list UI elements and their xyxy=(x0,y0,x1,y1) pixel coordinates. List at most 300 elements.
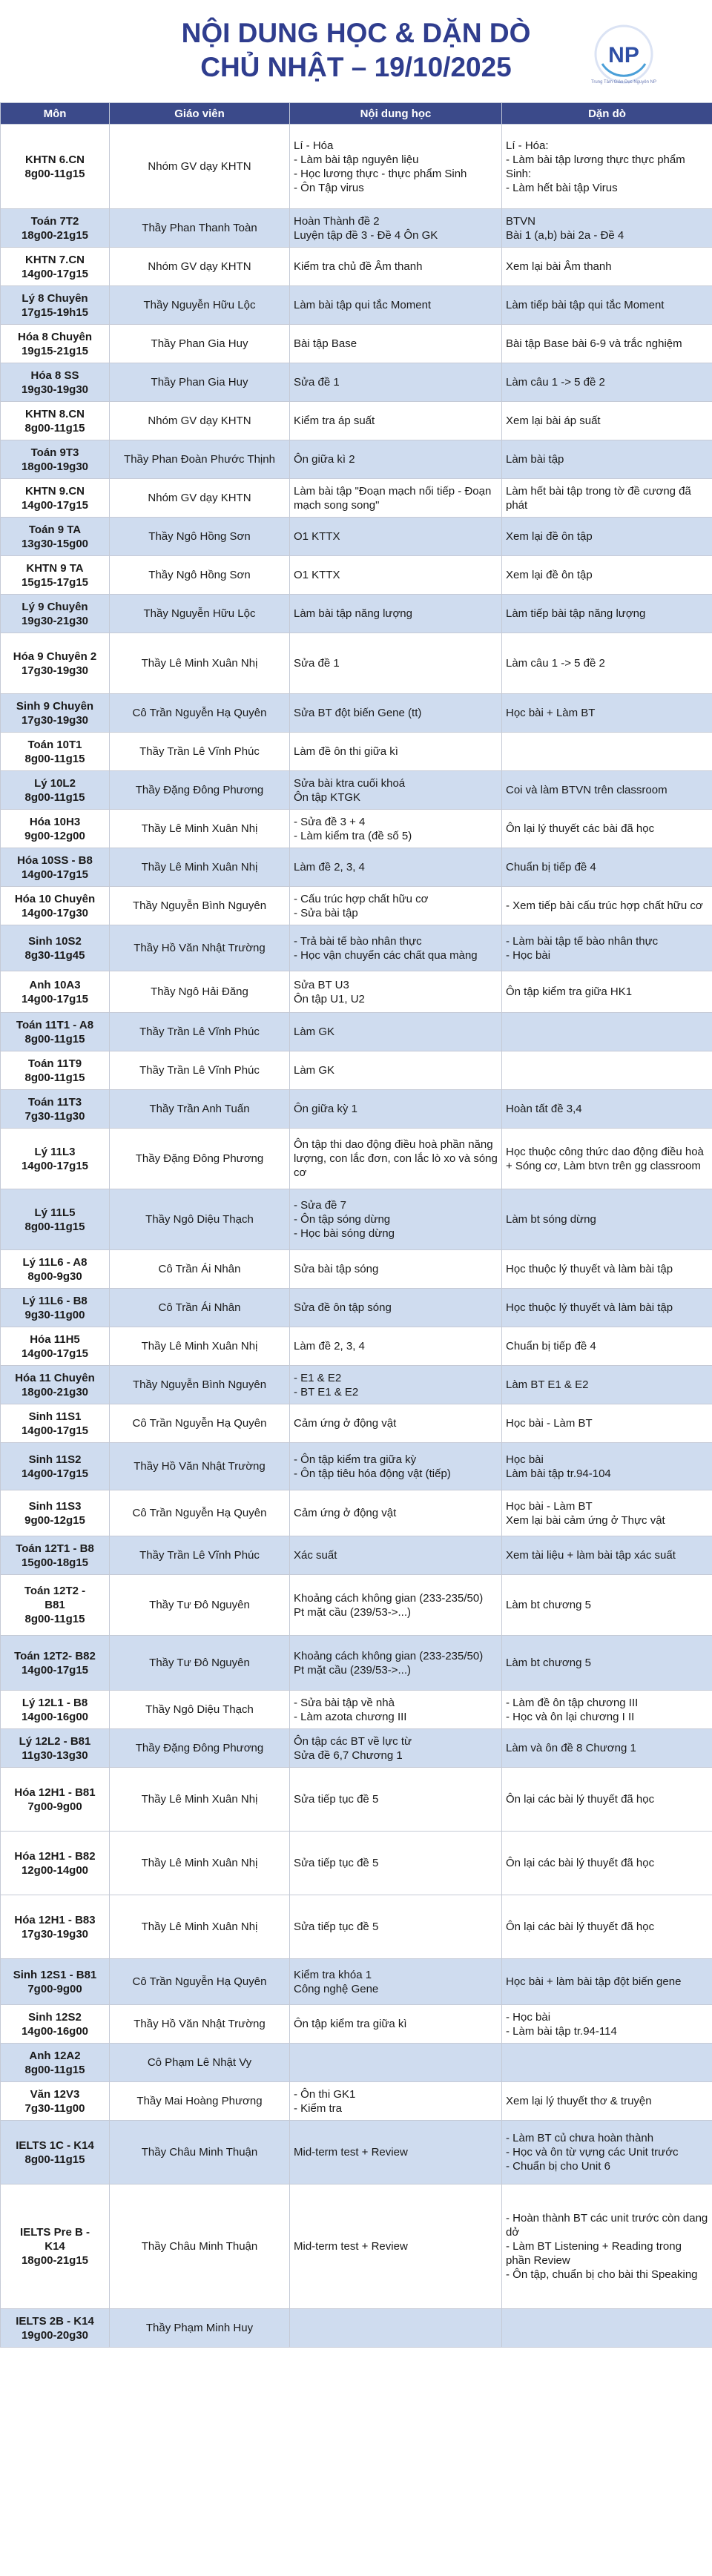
content-cell xyxy=(290,1536,502,1575)
subject-cell-line: 14g00-17g15 xyxy=(21,1467,89,1480)
teacher-cell: Thầy Lê Minh Xuân Nhị xyxy=(110,1327,290,1366)
table-row xyxy=(1,518,712,556)
homework-cell-line: BTVN xyxy=(506,214,536,228)
subject-cell-line: Hóa 12H1 - B82 xyxy=(14,1849,96,1863)
content-cell-line: Công nghệ Gene xyxy=(294,1982,379,1995)
table-row xyxy=(1,286,712,325)
teacher-cell: Thầy Nguyễn Hữu Lộc xyxy=(110,595,290,633)
homework-cell-line: Xem lại đề ôn tập xyxy=(506,569,593,581)
subject-cell-line: Toán 12T2 - xyxy=(24,1585,86,1597)
content-cell-line: Làm GK xyxy=(294,1026,335,1038)
content-cell xyxy=(290,1250,502,1289)
table-row xyxy=(1,2309,712,2348)
teacher-cell: Thầy Lê Minh Xuân Nhị xyxy=(110,633,290,694)
subject-cell-line: 14g00-17g15 xyxy=(21,1663,89,1677)
subject-cell-line: 14g00-16g00 xyxy=(21,2024,89,2038)
homework-cell-line: - Học bài xyxy=(506,948,551,962)
content-cell-line: Ôn giữa kì 2 xyxy=(294,453,355,466)
homework-cell-line: Xem lại bài áp suất xyxy=(506,415,601,427)
homework-cell xyxy=(502,1729,712,1768)
subject-cell-line: Lý 12L1 - B8 xyxy=(22,1696,88,1709)
teacher-cell: Thầy Ngô Hải Đăng xyxy=(110,971,290,1013)
content-cell-line: O1 KTTX xyxy=(294,530,340,543)
table-row xyxy=(1,479,712,518)
content-cell-line: Lí - Hóa xyxy=(294,139,334,152)
homework-cell xyxy=(502,1013,712,1051)
content-cell xyxy=(290,887,502,925)
homework-cell xyxy=(502,518,712,556)
table-row xyxy=(1,925,712,971)
homework-cell-line: - Làm đề ôn tập chương III xyxy=(506,1696,639,1709)
homework-cell xyxy=(502,2005,712,2044)
homework-cell-line: - Làm bài tập tr.94-114 xyxy=(506,2024,617,2038)
homework-cell-line: - Chuẩn bị cho Unit 6 xyxy=(506,2160,610,2173)
teacher-cell: Cô Trần Nguyễn Hạ Quyên xyxy=(110,694,290,733)
content-cell-line: Ôn tập U1, U2 xyxy=(294,992,365,1005)
homework-cell xyxy=(502,1090,712,1129)
content-cell-line: - Học vận chuyển các chất qua màng xyxy=(294,948,478,962)
subject-cell-line: Hóa 10SS - B8 xyxy=(17,853,93,867)
subject-cell-line: KHTN 6.CN xyxy=(24,153,85,166)
subject-cell-line: 14g00-17g15 xyxy=(21,1347,89,1360)
homework-cell-line: Làm bt chương 5 xyxy=(506,1657,591,1669)
subject-cell-line: 8g00-11g15 xyxy=(24,421,85,435)
table-row xyxy=(1,971,712,1013)
subject-cell-line: Hóa 10H3 xyxy=(29,815,81,828)
subject-cell xyxy=(1,733,110,771)
content-cell-line: Ôn tập các BT về lực từ xyxy=(294,1734,412,1748)
subject-cell xyxy=(1,248,110,286)
content-cell-line: - Ôn tập kiểm tra giữa kỳ xyxy=(294,1453,417,1466)
subject-cell-line: Lý 11L6 - A8 xyxy=(22,1255,88,1269)
homework-cell-line: Sinh: xyxy=(506,167,532,180)
homework-cell-line: Làm câu 1 -> 5 đề 2 xyxy=(506,657,605,670)
homework-cell xyxy=(502,633,712,694)
homework-cell xyxy=(502,887,712,925)
subject-cell-line: Lý 9 Chuyên xyxy=(22,600,88,613)
subject-cell-line: 14g00-17g15 xyxy=(21,868,89,881)
homework-cell xyxy=(502,1289,712,1327)
subject-cell-line: 17g15-19h15 xyxy=(21,306,89,319)
content-cell xyxy=(290,518,502,556)
homework-cell-line: Chuẩn bị tiếp đề 4 xyxy=(506,861,596,873)
homework-cell-line: Học bài - Làm BT xyxy=(506,1417,593,1430)
teacher-cell: Cô Trần Nguyễn Hạ Quyên xyxy=(110,1404,290,1443)
teacher-cell: Cô Trần Nguyễn Hạ Quyên xyxy=(110,1490,290,1536)
subject-cell-line: 8g00-11g15 xyxy=(24,2063,85,2076)
subject-cell-line: 8g00-11g15 xyxy=(24,167,85,180)
table-row xyxy=(1,633,712,694)
content-cell-line: Làm đề 2, 3, 4 xyxy=(294,861,365,873)
content-cell xyxy=(290,1490,502,1536)
subject-cell xyxy=(1,1443,110,1490)
subject-cell xyxy=(1,810,110,848)
subject-cell-line: Sinh 10S2 xyxy=(28,934,82,948)
subject-cell xyxy=(1,2121,110,2184)
homework-cell xyxy=(502,1327,712,1366)
logo-caption: Trung Tâm Giáo Dục Nguyên NP xyxy=(590,80,657,85)
subject-cell xyxy=(1,887,110,925)
table-row xyxy=(1,248,712,286)
teacher-cell: Thầy Đặng Đông Phương xyxy=(110,771,290,810)
homework-cell xyxy=(502,363,712,402)
content-cell xyxy=(290,1832,502,1895)
subject-cell-line: 13g30-15g00 xyxy=(21,537,89,550)
subject-cell xyxy=(1,1051,110,1090)
subject-cell xyxy=(1,1895,110,1959)
subject-cell-line: KHTN 9.CN xyxy=(24,484,85,498)
table-row xyxy=(1,1536,712,1575)
subject-cell xyxy=(1,1636,110,1691)
teacher-cell: Thầy Hồ Văn Nhật Trường xyxy=(110,925,290,971)
homework-cell-line: Học thuộc công thức dao động điều hoà + Sóng cơ, Làm btvn trên gg classroom xyxy=(506,1145,704,1172)
subject-cell-line: 19g15-21g15 xyxy=(21,344,89,357)
content-cell-line: - Học bài sóng dừng xyxy=(294,1227,395,1240)
teacher-cell: Thầy Trần Anh Tuấn xyxy=(110,1090,290,1129)
content-cell-line: Làm bài tập "Đoạn mạch nối tiếp - Đoạn mạch song song" xyxy=(294,484,492,512)
subject-cell-line: Lý 11L6 - B8 xyxy=(22,1294,88,1307)
homework-cell xyxy=(502,694,712,733)
subject-cell xyxy=(1,1575,110,1636)
content-cell xyxy=(290,733,502,771)
content-cell xyxy=(290,286,502,325)
subject-cell-line: Hóa 10 Chuyên xyxy=(14,892,96,905)
schedule-table xyxy=(0,102,712,2348)
content-cell-line: Kiểm tra khóa 1 xyxy=(294,1968,372,1981)
subject-cell-line: 18g00-19g30 xyxy=(21,460,89,473)
teacher-cell: Cô Trần Ái Nhân xyxy=(110,1250,290,1289)
subject-cell-line: 18g00-21g15 xyxy=(21,2254,89,2267)
subject-cell-line: Hóa 9 Chuyên 2 xyxy=(13,650,97,663)
subject-cell-line: Sinh 11S2 xyxy=(28,1453,82,1466)
homework-cell xyxy=(502,1832,712,1895)
table-row xyxy=(1,1895,712,1959)
subject-cell-line: Anh 10A3 xyxy=(29,978,81,991)
homework-cell-line: - Học bài xyxy=(506,2010,551,2024)
column-header-dan-do: Dặn dò xyxy=(502,103,712,125)
content-cell-line: Sửa BT đột biến Gene (tt) xyxy=(294,707,422,719)
content-cell-line: Sửa đề 1 xyxy=(294,657,340,670)
subject-cell xyxy=(1,1536,110,1575)
subject-cell-line: 8g00-11g15 xyxy=(24,1220,85,1233)
teacher-cell: Thầy Nguyễn Bình Nguyên xyxy=(110,887,290,925)
content-cell xyxy=(290,810,502,848)
teacher-cell: Thầy Tư Đô Nguyên xyxy=(110,1636,290,1691)
subject-cell xyxy=(1,694,110,733)
content-cell xyxy=(290,1090,502,1129)
homework-cell-line: Xem lại bài Âm thanh xyxy=(506,260,612,273)
content-cell xyxy=(290,1895,502,1959)
content-cell-line: Xác suất xyxy=(294,1549,337,1562)
content-cell xyxy=(290,1189,502,1250)
subject-cell-line: KHTN 7.CN xyxy=(24,253,85,266)
homework-cell-line: Xem tài liệu + làm bài tập xác suất xyxy=(506,1549,676,1562)
teacher-cell: Nhóm GV dạy KHTN xyxy=(110,125,290,209)
column-header-mon: Môn xyxy=(1,103,110,125)
homework-cell-line: Làm tiếp bài tập qui tắc Moment xyxy=(506,299,665,311)
subject-cell-line: Hóa 8 SS xyxy=(30,369,79,382)
subject-cell xyxy=(1,1404,110,1443)
table-row xyxy=(1,1832,712,1895)
content-cell-line: Cảm ứng ở động vật xyxy=(294,1507,397,1519)
subject-cell-line: Sinh 12S1 - B81 xyxy=(13,1968,97,1981)
content-cell-line: - Sửa đề 7 xyxy=(294,1199,346,1212)
homework-cell xyxy=(502,1536,712,1575)
subject-cell-line: 9g00-12g00 xyxy=(24,829,85,842)
table-row xyxy=(1,848,712,887)
homework-cell-line: Làm BT E1 & E2 xyxy=(506,1378,589,1391)
subject-cell-line: Văn 12V3 xyxy=(30,2087,80,2101)
content-cell xyxy=(290,2082,502,2121)
subject-cell xyxy=(1,1959,110,2005)
title-line-1: NỘI DUNG HỌC & DẶN DÒ xyxy=(181,18,531,48)
content-cell-line: Sửa đề 1 xyxy=(294,376,340,389)
homework-cell xyxy=(502,248,712,286)
content-cell xyxy=(290,2044,502,2082)
subject-cell-line: 19g30-21g30 xyxy=(21,614,89,627)
content-cell-line: - E1 & E2 xyxy=(294,1371,342,1384)
homework-cell xyxy=(502,1768,712,1832)
table-row xyxy=(1,1327,712,1366)
subject-cell-line: 18g00-21g30 xyxy=(21,1385,89,1398)
content-cell xyxy=(290,125,502,209)
subject-cell xyxy=(1,479,110,518)
subject-cell-line: 14g00-16g00 xyxy=(21,1710,89,1723)
subject-cell-line: Toán 12T1 - B8 xyxy=(16,1542,94,1555)
subject-cell-line: KHTN 9 TA xyxy=(26,561,84,575)
homework-cell-line: Học bài xyxy=(506,1453,544,1466)
teacher-cell: Thầy Trần Lê Vĩnh Phúc xyxy=(110,733,290,771)
content-cell-line: - Làm kiểm tra (đề số 5) xyxy=(294,829,412,842)
subject-cell-line: 8g00-11g15 xyxy=(24,752,85,765)
table-row xyxy=(1,887,712,925)
teacher-cell: Thầy Phan Gia Huy xyxy=(110,325,290,363)
content-cell-line: - Ôn tập sóng dừng xyxy=(294,1213,391,1226)
content-cell-line: Làm bài tập qui tắc Moment xyxy=(294,299,432,311)
homework-cell xyxy=(502,209,712,248)
content-cell xyxy=(290,2005,502,2044)
subject-cell-line: 14g00-17g15 xyxy=(21,1159,89,1172)
subject-cell-line: 11g30-13g30 xyxy=(22,1748,88,1762)
teacher-cell: Thầy Lê Minh Xuân Nhị xyxy=(110,1768,290,1832)
teacher-cell: Thầy Mai Hoàng Phương xyxy=(110,2082,290,2121)
homework-cell xyxy=(502,595,712,633)
teacher-cell: Thầy Hồ Văn Nhật Trường xyxy=(110,2005,290,2044)
column-header-giao-vien: Giáo viên xyxy=(110,103,290,125)
subject-cell-line: 8g00-9g30 xyxy=(27,1269,82,1283)
subject-cell-line: K14 xyxy=(44,2240,65,2253)
content-cell xyxy=(290,1768,502,1832)
content-cell-line: Ôn tập kiểm tra giữa kì xyxy=(294,2018,407,2030)
homework-cell xyxy=(502,1366,712,1404)
subject-cell-line: Toán 11T9 xyxy=(27,1057,82,1070)
subject-cell xyxy=(1,925,110,971)
table-header-row xyxy=(1,103,712,125)
subject-cell-line: Toán 12T2- B82 xyxy=(14,1649,96,1662)
subject-cell xyxy=(1,286,110,325)
subject-cell-line: 17g30-19g30 xyxy=(21,664,89,677)
subject-cell-line: Hóa 11H5 xyxy=(30,1332,80,1346)
subject-cell xyxy=(1,1768,110,1832)
content-cell xyxy=(290,1289,502,1327)
subject-cell-line: 7g30-11g00 xyxy=(24,2101,85,2115)
homework-cell xyxy=(502,2044,712,2082)
content-cell xyxy=(290,363,502,402)
table-row xyxy=(1,1289,712,1327)
table-row xyxy=(1,1013,712,1051)
content-cell xyxy=(290,1404,502,1443)
teacher-cell: Thầy Phan Gia Huy xyxy=(110,363,290,402)
subject-cell-line: Anh 12A2 xyxy=(29,2049,81,2062)
homework-cell-line: Ôn lại các bài lý thuyết đã học xyxy=(506,1921,655,1933)
content-cell xyxy=(290,971,502,1013)
homework-cell xyxy=(502,479,712,518)
content-cell-line: Ôn giữa kỳ 1 xyxy=(294,1103,357,1115)
homework-cell-line: Xem lại đề ôn tập xyxy=(506,530,593,543)
teacher-cell: Thầy Lê Minh Xuân Nhị xyxy=(110,848,290,887)
subject-cell-line: 14g00-17g30 xyxy=(21,906,89,919)
teacher-cell: Nhóm GV dạy KHTN xyxy=(110,248,290,286)
homework-cell-line: Bài 1 (a,b) bài 2a - Đề 4 xyxy=(506,228,624,242)
homework-cell-line: Làm bt chương 5 xyxy=(506,1599,591,1611)
homework-cell-line: Làm câu 1 -> 5 đề 2 xyxy=(506,376,605,389)
teacher-cell: Nhóm GV dạy KHTN xyxy=(110,479,290,518)
table-row xyxy=(1,402,712,440)
subject-cell-line: 8g00-11g15 xyxy=(24,1613,85,1625)
teacher-cell: Cô Trần Nguyễn Hạ Quyên xyxy=(110,1959,290,2005)
content-cell-line: Kiểm tra chủ đề Âm thanh xyxy=(294,260,423,273)
subject-cell xyxy=(1,363,110,402)
content-cell xyxy=(290,2184,502,2309)
content-cell-line: - Ôn tập tiêu hóa động vật (tiếp) xyxy=(294,1467,451,1480)
homework-cell xyxy=(502,1575,712,1636)
subject-cell-line: Lý 8 Chuyên xyxy=(22,291,88,305)
table-row xyxy=(1,1490,712,1536)
homework-cell-line: - Làm bài tập tế bào nhân thực xyxy=(506,934,659,948)
content-cell-line: Làm bài tập năng lượng xyxy=(294,607,412,620)
subject-cell-line: 8g30-11g45 xyxy=(24,948,85,962)
table-row xyxy=(1,1189,712,1250)
subject-cell-line: 8g00-11g15 xyxy=(24,2153,85,2166)
subject-cell-line: 17g30-19g30 xyxy=(21,713,89,727)
subject-cell xyxy=(1,2005,110,2044)
subject-cell-line: Sinh 11S1 xyxy=(28,1410,82,1423)
subject-cell xyxy=(1,1832,110,1895)
subject-cell xyxy=(1,209,110,248)
content-cell xyxy=(290,1013,502,1051)
teacher-cell: Thầy Phan Đoàn Phước Thịnh xyxy=(110,440,290,479)
content-cell xyxy=(290,1366,502,1404)
content-cell xyxy=(290,1051,502,1090)
table-row xyxy=(1,595,712,633)
subject-cell-line: Lý 10L2 xyxy=(34,776,76,790)
homework-cell-line: Làm và ôn đề 8 Chương 1 xyxy=(506,1742,636,1754)
homework-cell-line: Ôn lại các bài lý thuyết đã học xyxy=(506,1857,655,1869)
homework-cell xyxy=(502,925,712,971)
table-row xyxy=(1,1729,712,1768)
content-cell-line: Luyện tập đề 3 - Đề 4 Ôn GK xyxy=(294,228,438,242)
subject-cell-line: 8g00-11g15 xyxy=(24,1071,85,1084)
homework-cell xyxy=(502,771,712,810)
table-row xyxy=(1,1404,712,1443)
table-row xyxy=(1,1636,712,1691)
subject-cell-line: 15g00-18g15 xyxy=(21,1556,89,1569)
subject-cell-line: Toán 11T1 - A8 xyxy=(16,1018,94,1031)
homework-cell-line: - Làm hết bài tập Virus xyxy=(506,181,618,194)
content-cell-line: Cảm ứng ở động vật xyxy=(294,1417,397,1430)
homework-cell-line: - Hoàn thành BT các unit trước còn dang dở xyxy=(506,2212,708,2239)
homework-cell xyxy=(502,2184,712,2309)
subject-cell-line: Sinh 11S3 xyxy=(28,1499,82,1513)
content-cell-line: - Sửa bài tập về nhà xyxy=(294,1696,395,1709)
subject-cell xyxy=(1,325,110,363)
content-cell xyxy=(290,209,502,248)
homework-cell-line: Hoàn tất đề 3,4 xyxy=(506,1103,582,1115)
subject-cell-line: 8g00-11g15 xyxy=(24,790,85,804)
homework-cell-line: - Học và ôn từ vựng các Unit trước xyxy=(506,2146,679,2159)
homework-cell-line: - Ôn tập, chuẩn bị cho bài thi Speaking xyxy=(506,2268,698,2281)
subject-cell xyxy=(1,1129,110,1189)
homework-cell xyxy=(502,1636,712,1691)
content-cell-line: Mid-term test + Review xyxy=(294,2240,408,2253)
table-row xyxy=(1,771,712,810)
teacher-cell: Thầy Tư Đô Nguyên xyxy=(110,1575,290,1636)
homework-cell xyxy=(502,1490,712,1536)
subject-cell xyxy=(1,1490,110,1536)
homework-cell xyxy=(502,971,712,1013)
homework-cell xyxy=(502,1250,712,1289)
homework-cell-line: Làm hết bài tập trong tờ đề cương đã phát xyxy=(506,484,691,512)
subject-cell xyxy=(1,2044,110,2082)
homework-cell xyxy=(502,325,712,363)
subject-cell xyxy=(1,518,110,556)
homework-cell xyxy=(502,2121,712,2184)
homework-cell xyxy=(502,125,712,209)
homework-cell xyxy=(502,1189,712,1250)
subject-cell-line: Sinh 9 Chuyên xyxy=(16,699,94,713)
schedule-body xyxy=(1,125,712,2348)
table-row xyxy=(1,1575,712,1636)
content-cell-line: Ôn tập KTGK xyxy=(294,790,361,804)
content-cell xyxy=(290,595,502,633)
content-cell xyxy=(290,1959,502,2005)
content-cell-line: Bài tập Base xyxy=(294,337,357,350)
table-row xyxy=(1,2082,712,2121)
teacher-cell: Thầy Lê Minh Xuân Nhị xyxy=(110,1895,290,1959)
table-row xyxy=(1,1768,712,1832)
teacher-cell: Thầy Lê Minh Xuân Nhị xyxy=(110,810,290,848)
subject-cell-line: 7g00-9g00 xyxy=(27,1982,82,1995)
homework-cell-line: - Làm BT Listening + Reading trong phần Review xyxy=(506,2240,682,2267)
homework-cell xyxy=(502,556,712,595)
subject-cell-line: Toán 9 TA xyxy=(28,523,82,536)
content-cell-line: Pt mặt cầu (239/53->...) xyxy=(294,1663,411,1677)
subject-cell-line: IELTS 2B - K14 xyxy=(16,2314,94,2328)
teacher-cell: Cô Phạm Lê Nhật Vy xyxy=(110,2044,290,2082)
homework-cell xyxy=(502,810,712,848)
table-row xyxy=(1,1443,712,1490)
subject-cell-line: IELTS Pre B - xyxy=(20,2226,90,2239)
subject-cell-line: 18g00-21g15 xyxy=(21,228,89,242)
content-cell xyxy=(290,1636,502,1691)
homework-cell-line: - Làm bài tập lương thực thực phẩm xyxy=(506,153,685,166)
subject-cell-line: 14g00-17g15 xyxy=(21,1424,89,1437)
homework-cell-line: Học bài - Làm BT xyxy=(506,1499,593,1513)
content-cell xyxy=(290,556,502,595)
teacher-cell: Thầy Trần Lê Vĩnh Phúc xyxy=(110,1013,290,1051)
teacher-cell: Thầy Ngô Diệu Thạch xyxy=(110,1189,290,1250)
table-row xyxy=(1,125,712,209)
